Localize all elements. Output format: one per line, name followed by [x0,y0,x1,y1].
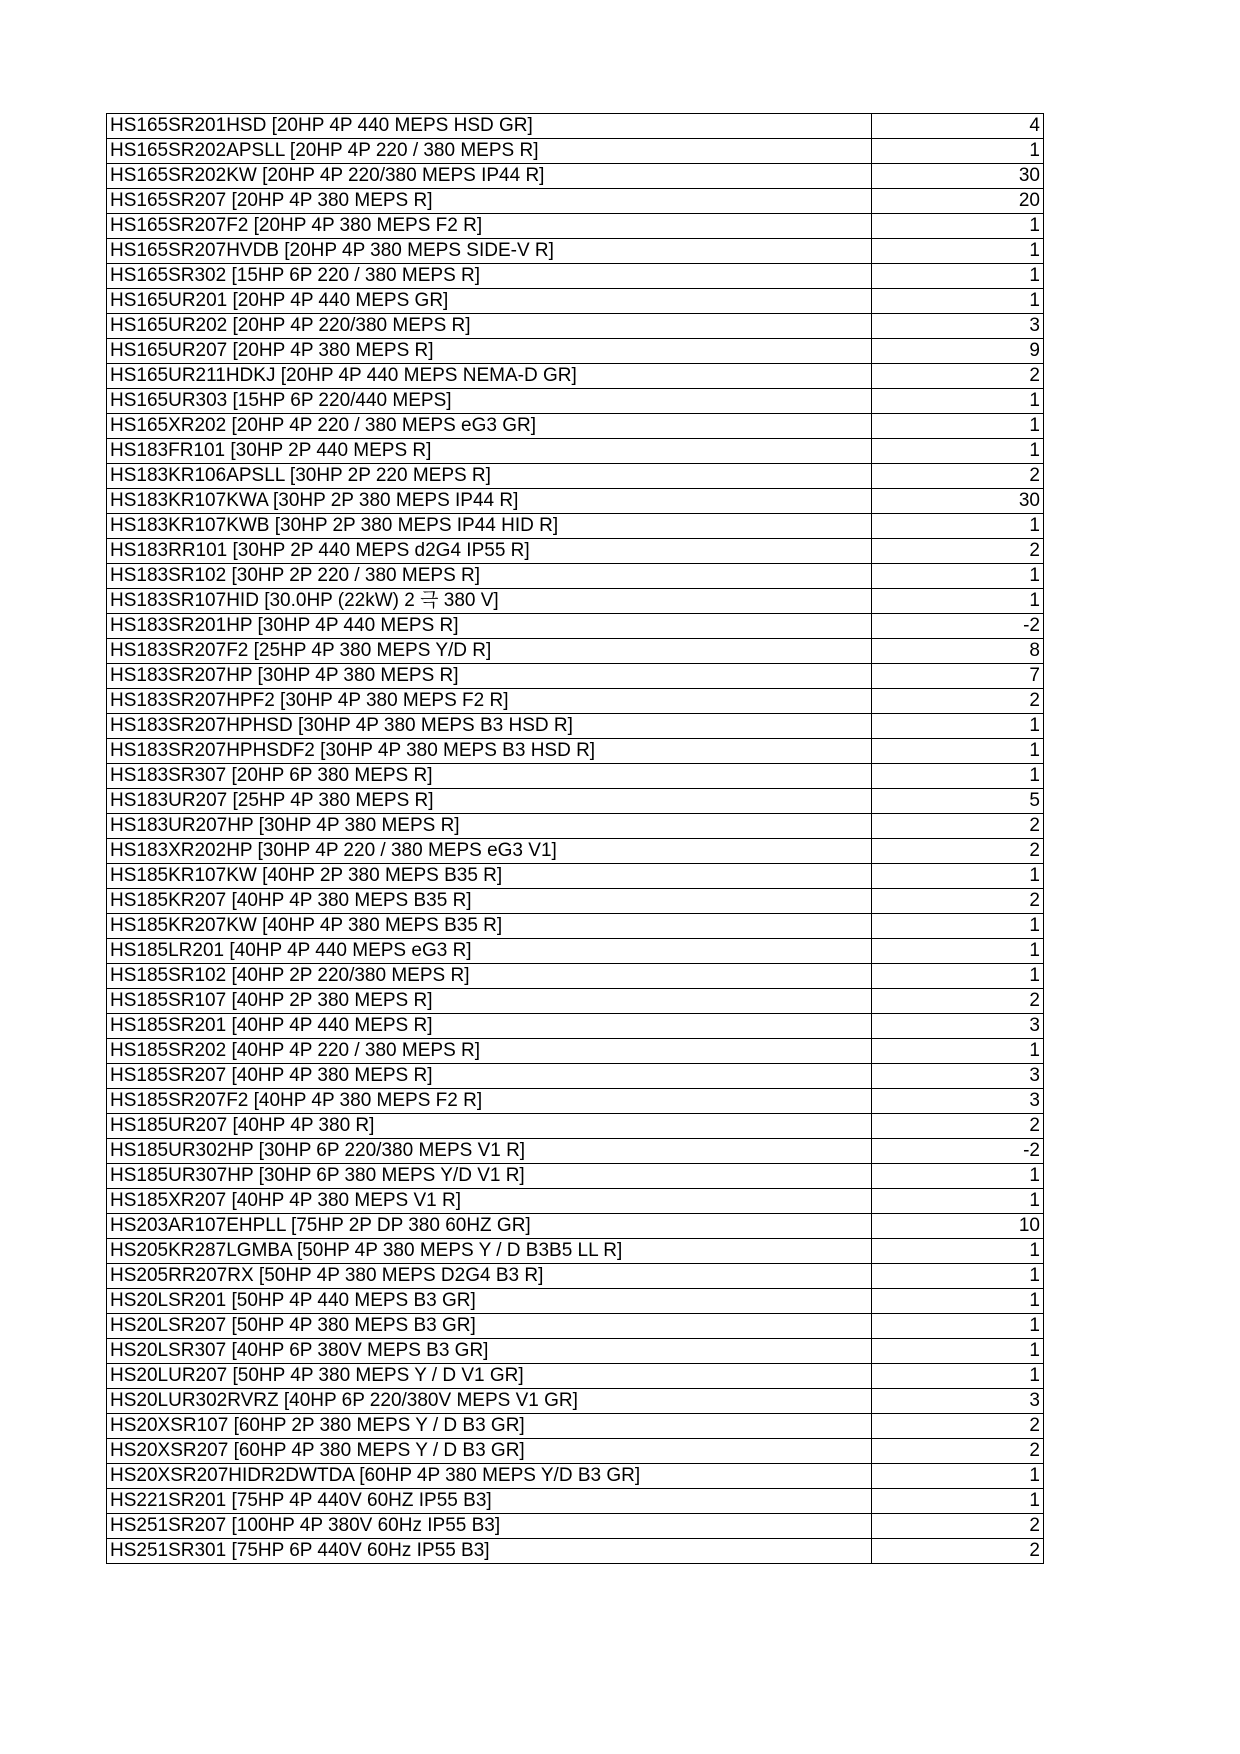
table-row [107,139,1044,164]
product-description-cell: HS20XSR107 [60HP 2P 380 MEPS Y / D B3 GR] [107,1414,872,1439]
quantity-cell: 1 [872,239,1044,264]
table-row [107,1264,1044,1289]
table-row [107,414,1044,439]
table-row [107,1214,1044,1239]
table-row [107,614,1044,639]
product-description-cell: HS185LR201 [40HP 4P 440 MEPS eG3 R] [107,939,872,964]
quantity-cell: 1 [872,214,1044,239]
quantity-cell: 30 [872,489,1044,514]
quantity-cell: 3 [872,1014,1044,1039]
quantity-cell: 1 [872,514,1044,539]
product-description-cell: HS183KR107KWA [30HP 2P 380 MEPS IP44 R] [107,489,872,514]
product-description-cell: HS183SR307 [20HP 6P 380 MEPS R] [107,764,872,789]
quantity-cell: 1 [872,389,1044,414]
table-row [107,214,1044,239]
table-row [107,1114,1044,1139]
quantity-cell: 1 [872,739,1044,764]
table-row [107,689,1044,714]
quantity-cell: 1 [872,439,1044,464]
product-description-cell: HS165UR202 [20HP 4P 220/380 MEPS R] [107,314,872,339]
product-description-cell: HS185KR207KW [40HP 4P 380 MEPS B35 R] [107,914,872,939]
product-description-cell: HS185UR207 [40HP 4P 380 R] [107,1114,872,1139]
quantity-cell: 10 [872,1214,1044,1239]
quantity-cell: 1 [872,139,1044,164]
quantity-cell: 1 [872,289,1044,314]
quantity-cell: 2 [872,839,1044,864]
product-description-cell: HS165SR207HVDB [20HP 4P 380 MEPS SIDE-V R] [107,239,872,264]
quantity-cell: 1 [872,1289,1044,1314]
quantity-cell: 20 [872,189,1044,214]
product-description-cell: HS185SR207F2 [40HP 4P 380 MEPS F2 R] [107,1089,872,1114]
product-description-cell: HS183SR201HP [30HP 4P 440 MEPS R] [107,614,872,639]
product-description-cell: HS185SR102 [40HP 2P 220/380 MEPS R] [107,964,872,989]
table-row [107,1164,1044,1189]
table-row [107,939,1044,964]
quantity-cell: 1 [872,764,1044,789]
table-row [107,1039,1044,1064]
product-description-cell: HS203AR107EHPLL [75HP 2P DP 380 60HZ GR] [107,1214,872,1239]
table-row [107,1489,1044,1514]
product-description-cell: HS185SR202 [40HP 4P 220 / 380 MEPS R] [107,1039,872,1064]
product-description-cell: HS183UR207HP [30HP 4P 380 MEPS R] [107,814,872,839]
table-row [107,1464,1044,1489]
quantity-cell: 2 [872,689,1044,714]
table-row [107,989,1044,1014]
quantity-cell: 1 [872,914,1044,939]
table-row [107,189,1044,214]
quantity-cell: 3 [872,314,1044,339]
quantity-cell: 2 [872,1539,1044,1564]
product-description-cell: HS251SR301 [75HP 6P 440V 60Hz IP55 B3] [107,1539,872,1564]
product-description-cell: HS165SR201HSD [20HP 4P 440 MEPS HSD GR] [107,114,872,139]
quantity-cell: 1 [872,564,1044,589]
quantity-cell: 7 [872,664,1044,689]
quantity-cell: 5 [872,789,1044,814]
product-description-cell: HS20XSR207HIDR2DWTDA [60HP 4P 380 MEPS Y/D B3 GR] [107,1464,872,1489]
table-row [107,889,1044,914]
product-description-cell: HS205RR207RX [50HP 4P 380 MEPS D2G4 B3 R] [107,1264,872,1289]
quantity-cell: 2 [872,1114,1044,1139]
product-description-cell: HS185UR307HP [30HP 6P 380 MEPS Y/D V1 R] [107,1164,872,1189]
table-row [107,914,1044,939]
quantity-cell: 4 [872,114,1044,139]
product-description-cell: HS165XR202 [20HP 4P 220 / 380 MEPS eG3 GR] [107,414,872,439]
quantity-cell: 2 [872,364,1044,389]
table-row [107,1339,1044,1364]
table-row [107,1014,1044,1039]
product-description-cell: HS183XR202HP [30HP 4P 220 / 380 MEPS eG3 V1] [107,839,872,864]
product-description-cell: HS183KR106APSLL [30HP 2P 220 MEPS R] [107,464,872,489]
product-description-cell: HS185XR207 [40HP 4P 380 MEPS V1 R] [107,1189,872,1214]
quantity-cell: 1 [872,1239,1044,1264]
table-row [107,1389,1044,1414]
product-description-cell: HS183SR207HP [30HP 4P 380 MEPS R] [107,664,872,689]
product-description-cell: HS183SR207HPHSD [30HP 4P 380 MEPS B3 HSD R] [107,714,872,739]
table-row [107,639,1044,664]
table-row [107,464,1044,489]
product-description-cell: HS183KR107KWB [30HP 2P 380 MEPS IP44 HID R] [107,514,872,539]
table-row [107,439,1044,464]
quantity-cell: 2 [872,889,1044,914]
quantity-cell: 1 [872,939,1044,964]
product-description-cell: HS165SR207 [20HP 4P 380 MEPS R] [107,189,872,214]
quantity-cell: 1 [872,964,1044,989]
quantity-cell: 30 [872,164,1044,189]
product-description-cell: HS165SR202APSLL [20HP 4P 220 / 380 MEPS R] [107,139,872,164]
product-description-cell: HS20LSR307 [40HP 6P 380V MEPS B3 GR] [107,1339,872,1364]
table-row [107,489,1044,514]
table-row [107,964,1044,989]
quantity-cell: -2 [872,614,1044,639]
product-description-cell: HS185SR107 [40HP 2P 380 MEPS R] [107,989,872,1014]
table-row [107,264,1044,289]
table-row [107,164,1044,189]
product-description-cell: HS165UR201 [20HP 4P 440 MEPS GR] [107,289,872,314]
table-row [107,739,1044,764]
product-description-cell: HS183SR207HPHSDF2 [30HP 4P 380 MEPS B3 HSD R] [107,739,872,764]
table-row [107,389,1044,414]
quantity-cell: 1 [872,1464,1044,1489]
product-description-cell: HS20LUR302RVRZ [40HP 6P 220/380V MEPS V1 GR] [107,1389,872,1414]
quantity-cell: 1 [872,589,1044,614]
quantity-cell: 1 [872,1164,1044,1189]
table-row [107,1189,1044,1214]
quantity-cell: 1 [872,1489,1044,1514]
quantity-cell: 2 [872,814,1044,839]
product-description-cell: HS165SR202KW [20HP 4P 220/380 MEPS IP44 R] [107,164,872,189]
quantity-cell: 3 [872,1389,1044,1414]
table-row [107,564,1044,589]
quantity-cell: 2 [872,989,1044,1014]
table-row [107,589,1044,614]
table-row [107,339,1044,364]
product-description-cell: HS185SR201 [40HP 4P 440 MEPS R] [107,1014,872,1039]
quantity-cell: 2 [872,464,1044,489]
product-description-cell: HS183SR207HPF2 [30HP 4P 380 MEPS F2 R] [107,689,872,714]
table-row [107,1539,1044,1564]
table-row [107,1439,1044,1464]
quantity-cell: 1 [872,1039,1044,1064]
table-row [107,839,1044,864]
table-row [107,1364,1044,1389]
product-description-cell: HS251SR207 [100HP 4P 380V 60Hz IP55 B3] [107,1514,872,1539]
quantity-cell: 3 [872,1089,1044,1114]
product-description-cell: HS165SR302 [15HP 6P 220 / 380 MEPS R] [107,264,872,289]
quantity-cell: -2 [872,1139,1044,1164]
quantity-cell: 2 [872,539,1044,564]
table-row [107,1289,1044,1314]
table-row [107,814,1044,839]
product-description-cell: HS205KR287LGMBA [50HP 4P 380 MEPS Y / D B3B5 LL R] [107,1239,872,1264]
table-row [107,239,1044,264]
table-row [107,114,1044,139]
table-row [107,864,1044,889]
quantity-cell: 2 [872,1514,1044,1539]
product-description-cell: HS165UR211HDKJ [20HP 4P 440 MEPS NEMA-D GR] [107,364,872,389]
quantity-cell: 9 [872,339,1044,364]
table-row [107,1139,1044,1164]
table-row [107,1414,1044,1439]
table-row [107,1089,1044,1114]
table-row [107,789,1044,814]
quantity-cell: 8 [872,639,1044,664]
quantity-cell: 2 [872,1414,1044,1439]
product-description-cell: HS165UR207 [20HP 4P 380 MEPS R] [107,339,872,364]
product-description-cell: HS183SR207F2 [25HP 4P 380 MEPS Y/D R] [107,639,872,664]
table-row [107,364,1044,389]
product-description-cell: HS165UR303 [15HP 6P 220/440 MEPS] [107,389,872,414]
quantity-cell: 1 [872,1364,1044,1389]
inventory-table [106,113,1044,1564]
quantity-cell: 1 [872,414,1044,439]
table-row [107,289,1044,314]
quantity-cell: 2 [872,1439,1044,1464]
product-description-cell: HS183SR102 [30HP 2P 220 / 380 MEPS R] [107,564,872,589]
quantity-cell: 1 [872,1339,1044,1364]
product-description-cell: HS185UR302HP [30HP 6P 220/380 MEPS V1 R] [107,1139,872,1164]
table-row [107,1064,1044,1089]
product-description-cell: HS183FR101 [30HP 2P 440 MEPS R] [107,439,872,464]
table-row [107,514,1044,539]
table-row [107,664,1044,689]
product-description-cell: HS20LUR207 [50HP 4P 380 MEPS Y / D V1 GR] [107,1364,872,1389]
table-row [107,1314,1044,1339]
table-row [107,539,1044,564]
product-description-cell: HS20LSR201 [50HP 4P 440 MEPS B3 GR] [107,1289,872,1314]
quantity-cell: 1 [872,1314,1044,1339]
table-row [107,714,1044,739]
product-description-cell: HS221SR201 [75HP 4P 440V 60HZ IP55 B3] [107,1489,872,1514]
quantity-cell: 1 [872,264,1044,289]
quantity-cell: 1 [872,1189,1044,1214]
product-description-cell: HS183UR207 [25HP 4P 380 MEPS R] [107,789,872,814]
product-description-cell: HS185KR207 [40HP 4P 380 MEPS B35 R] [107,889,872,914]
quantity-cell: 1 [872,864,1044,889]
product-description-cell: HS165SR207F2 [20HP 4P 380 MEPS F2 R] [107,214,872,239]
table-row [107,764,1044,789]
product-description-cell: HS183RR101 [30HP 2P 440 MEPS d2G4 IP55 R] [107,539,872,564]
product-description-cell: HS185KR107KW [40HP 2P 380 MEPS B35 R] [107,864,872,889]
table-row [107,314,1044,339]
table-row [107,1239,1044,1264]
product-description-cell: HS183SR107HID [30.0HP (22kW) 2 극 380 V] [107,589,872,614]
product-description-cell: HS20XSR207 [60HP 4P 380 MEPS Y / D B3 GR] [107,1439,872,1464]
quantity-cell: 1 [872,1264,1044,1289]
product-description-cell: HS185SR207 [40HP 4P 380 MEPS R] [107,1064,872,1089]
product-description-cell: HS20LSR207 [50HP 4P 380 MEPS B3 GR] [107,1314,872,1339]
table-row [107,1514,1044,1539]
inventory-table-body [107,114,1044,1564]
quantity-cell: 3 [872,1064,1044,1089]
quantity-cell: 1 [872,714,1044,739]
